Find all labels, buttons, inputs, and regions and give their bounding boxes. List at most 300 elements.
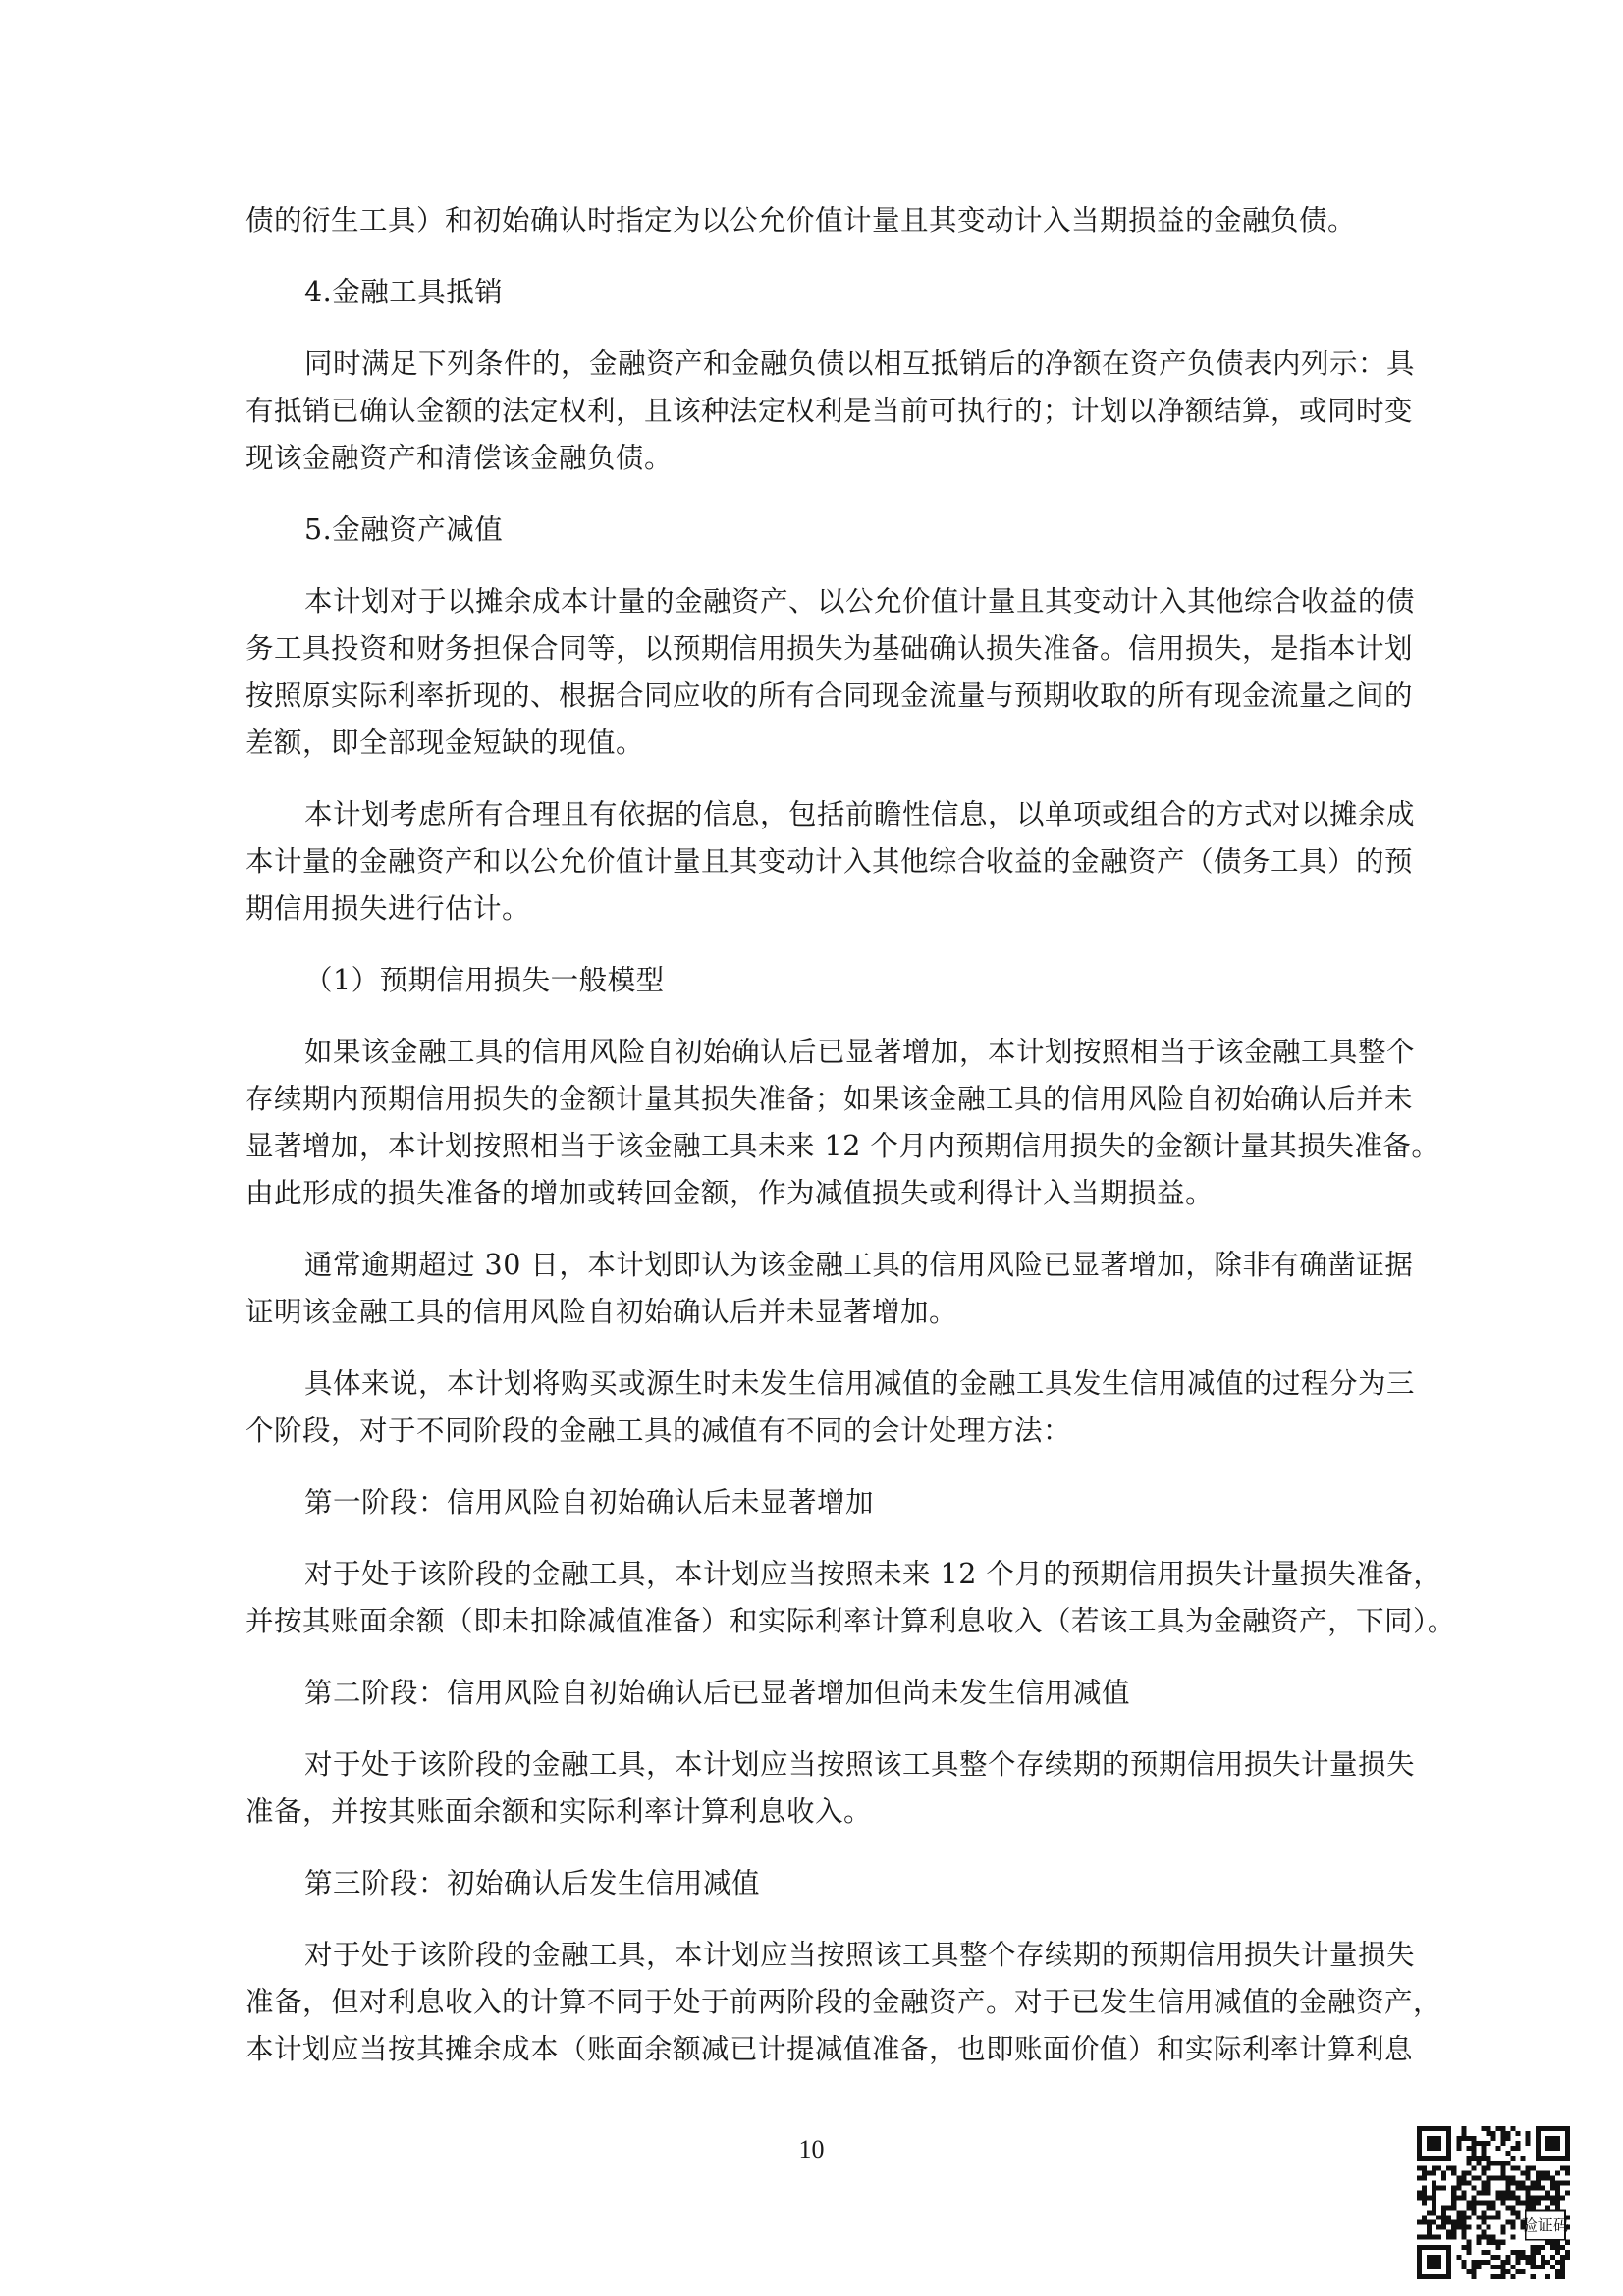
qr-module <box>1531 2180 1536 2185</box>
qr-module <box>1441 2216 1446 2220</box>
qr-module <box>1461 2170 1466 2175</box>
qr-module <box>1526 2200 1531 2205</box>
qr-module <box>1536 2250 1541 2255</box>
text-line: 本计量的金融资产和以公允价值计量且其变动计入其他综合收益的金融资产（债务工具）的预 <box>245 845 1414 878</box>
qr-module <box>1481 2211 1486 2216</box>
qr-module <box>1466 2146 1471 2151</box>
heading-general-model <box>245 957 1424 1004</box>
qr-module <box>1436 2225 1441 2230</box>
qr-module <box>1486 2190 1490 2195</box>
qr-module <box>1541 2175 1545 2180</box>
qr-module <box>1550 2175 1555 2180</box>
qr-module <box>1521 2200 1526 2205</box>
qr-module <box>1466 2216 1471 2220</box>
text-line: 期信用损失进行估计。 <box>245 892 531 925</box>
page-body <box>245 197 1456 2073</box>
qr-module <box>1531 2165 1536 2170</box>
qr-module <box>1526 2141 1531 2146</box>
qr-module <box>1436 2235 1441 2240</box>
text-line: 本计划考虑所有合理且有依据的信息，包括前瞻性信息，以单项或组合的方式对以摊余成 <box>304 798 1416 830</box>
qr-module <box>1451 2220 1456 2225</box>
qr-module <box>1446 2235 1451 2240</box>
qr-module <box>1501 2265 1506 2269</box>
qr-module <box>1432 2206 1436 2211</box>
qr-module <box>1441 2206 1446 2211</box>
qr-module <box>1422 2195 1427 2200</box>
qr-module <box>1417 2220 1422 2225</box>
qr-module <box>1550 2180 1555 2185</box>
qr-module <box>1422 2170 1427 2175</box>
qr-module <box>1501 2165 1506 2170</box>
qr-module <box>1471 2146 1476 2151</box>
qr-module <box>1432 2180 1436 2185</box>
text-line: 准备，并按其账面余额和实际利率计算利息收入。 <box>245 1795 873 1828</box>
qr-module <box>1555 2180 1560 2185</box>
qr-module <box>1526 2165 1531 2170</box>
qr-module <box>1471 2211 1476 2216</box>
paragraph-continuation <box>245 197 1424 244</box>
qr-module <box>1496 2245 1501 2250</box>
qr-module <box>1456 2220 1461 2225</box>
qr-module <box>1422 2185 1427 2190</box>
qr-module <box>1427 2220 1432 2225</box>
qr-module <box>1531 2245 1536 2250</box>
qr-module <box>1486 2216 1490 2220</box>
qr-module <box>1471 2265 1476 2269</box>
paragraph-impairment-basis <box>245 578 1424 767</box>
qr-module <box>1486 2175 1490 2180</box>
qr-module <box>1432 2220 1436 2225</box>
qr-module <box>1490 2265 1495 2269</box>
qr-module <box>1541 2195 1545 2200</box>
qr-module <box>1521 2185 1526 2190</box>
qr-module <box>1476 2240 1481 2245</box>
qr-module <box>1456 2175 1461 2180</box>
paragraph-stage-three <box>245 1932 1442 2073</box>
qr-module <box>1486 2240 1490 2245</box>
qr-module <box>1456 2225 1461 2230</box>
qr-module <box>1476 2225 1481 2230</box>
qr-module <box>1511 2225 1516 2230</box>
qr-module <box>1461 2126 1466 2131</box>
qr-module <box>1516 2211 1521 2216</box>
qr-module <box>1471 2165 1476 2170</box>
qr-module <box>1461 2245 1466 2250</box>
qr-module <box>1486 2250 1490 2255</box>
paragraph-general-model <box>245 1029 1440 1217</box>
qr-module <box>1501 2161 1506 2165</box>
heading-4-offset <box>245 269 1424 316</box>
qr-module <box>1506 2131 1511 2136</box>
qr-module <box>1427 2235 1432 2240</box>
qr-module <box>1476 2175 1481 2180</box>
qr-module <box>1427 2211 1432 2216</box>
qr-module <box>1560 2265 1565 2269</box>
qr-module <box>1490 2216 1495 2220</box>
paragraph-stage-one <box>245 1551 1456 1645</box>
qr-module <box>1501 2225 1506 2230</box>
qr-module <box>1526 2255 1531 2260</box>
qr-module <box>1560 2274 1565 2279</box>
qr-module <box>1422 2190 1427 2195</box>
qr-module <box>1451 2200 1456 2205</box>
qr-module <box>1490 2131 1495 2136</box>
qr-module <box>1516 2180 1521 2185</box>
qr-module <box>1541 2255 1545 2260</box>
qr-module <box>1471 2260 1476 2265</box>
qr-module <box>1511 2265 1516 2269</box>
qr-module <box>1432 2190 1436 2195</box>
qr-module <box>1541 2185 1545 2190</box>
qr-module <box>1451 2185 1456 2190</box>
text-line: 本计划应当按其摊余成本（账面余额减已计提减值准备，也即账面价值）和实际利率计算利息 <box>245 2033 1414 2065</box>
qr-module <box>1461 2235 1466 2240</box>
qr-module <box>1490 2240 1495 2245</box>
qr-module <box>1461 2190 1466 2195</box>
qr-module <box>1560 2195 1565 2200</box>
qr-module <box>1536 2265 1541 2269</box>
heading-line: （1）预期信用损失一般模型 <box>304 964 665 996</box>
qr-module <box>1501 2190 1506 2195</box>
qr-module <box>1536 2245 1541 2250</box>
qr-module <box>1506 2255 1511 2260</box>
qr-module <box>1486 2156 1490 2161</box>
qr-module <box>1496 2161 1501 2165</box>
qr-module <box>1456 2216 1461 2220</box>
qr-module <box>1451 2225 1456 2230</box>
qr-module <box>1516 2195 1521 2200</box>
qr-module <box>1565 2250 1570 2255</box>
qr-module <box>1432 2235 1436 2240</box>
qr-module <box>1511 2180 1516 2185</box>
qr-module <box>1466 2161 1471 2165</box>
qr-module <box>1555 2185 1560 2190</box>
page-number: 10 <box>798 2135 825 2163</box>
qr-module <box>1476 2265 1481 2269</box>
qr-module <box>1446 2165 1451 2170</box>
qr-module <box>1476 2216 1481 2220</box>
qr-module <box>1541 2245 1545 2250</box>
qr-module <box>1501 2175 1506 2180</box>
qr-module <box>1501 2131 1506 2136</box>
qr-module <box>1496 2146 1501 2151</box>
qr-module <box>1471 2151 1476 2156</box>
qr-module <box>1531 2250 1536 2255</box>
qr-module <box>1496 2190 1501 2195</box>
qr-module <box>1550 2245 1555 2250</box>
qr-module <box>1521 2170 1526 2175</box>
qr-module <box>1545 2195 1550 2200</box>
qr-module <box>1496 2265 1501 2269</box>
qr-module <box>1555 2190 1560 2195</box>
text-line: 存续期内预期信用损失的金额计量其损失准备；如果该金融工具的信用风险自初始确认后并未 <box>245 1083 1414 1115</box>
qr-module <box>1511 2165 1516 2170</box>
qr-module <box>1471 2136 1476 2141</box>
qr-module <box>1565 2170 1570 2175</box>
qr-stamp-label: 验证码 <box>1521 2216 1569 2235</box>
qr-module <box>1521 2180 1526 2185</box>
qr-module <box>1541 2260 1545 2265</box>
qr-module <box>1486 2165 1490 2170</box>
qr-module <box>1417 2235 1422 2240</box>
qr-module <box>1545 2190 1550 2195</box>
text-line: 显著增加，本计划按照相当于该金融工具未来 12 个月内预期信用损失的金额计量其损失准备。 <box>245 1130 1440 1162</box>
qr-module <box>1481 2185 1486 2190</box>
qr-module <box>1536 2175 1541 2180</box>
qr-module <box>1545 2274 1550 2279</box>
qr-module <box>1451 2190 1456 2195</box>
qr-module <box>1526 2136 1531 2141</box>
qr-module <box>1451 2165 1456 2170</box>
qr-module <box>1560 2260 1565 2265</box>
text-line: 如果该金融工具的信用风险自初始确认后已显著增加，本计划按照相当于该金融工具整个 <box>304 1036 1416 1068</box>
qr-module <box>1461 2230 1466 2235</box>
text-line: 个阶段，对于不同阶段的金融工具的减值有不同的会计处理方法： <box>245 1415 1072 1447</box>
qr-module <box>1466 2245 1471 2250</box>
heading-line: 第一阶段：信用风险自初始确认后未显著增加 <box>304 1486 875 1519</box>
qr-module <box>1427 2170 1432 2175</box>
qr-module <box>1436 2165 1441 2170</box>
qr-module <box>1550 2200 1555 2205</box>
qr-module <box>1466 2225 1471 2230</box>
text-line: 准备，但对利息收入的计算不同于处于前两阶段的金融资产。对于已发生信用减值的金融资产， <box>245 1986 1442 2018</box>
qr-module <box>1451 2206 1456 2211</box>
qr-module <box>1486 2260 1490 2265</box>
qr-module <box>1466 2136 1471 2141</box>
qr-module <box>1481 2250 1486 2255</box>
qr-module <box>1486 2235 1490 2240</box>
qr-module <box>1565 2255 1570 2260</box>
heading-stage-one <box>245 1479 1424 1526</box>
qr-module <box>1516 2141 1521 2146</box>
paragraph-three-stages <box>245 1361 1424 1455</box>
qr-module <box>1456 2255 1461 2260</box>
qr-module <box>1496 2175 1501 2180</box>
text-line: 有抵销已确认金额的法定权利，且该种法定权利是当前可执行的；计划以净额结算，或同时变 <box>245 395 1414 427</box>
qr-module <box>1476 2200 1481 2205</box>
qr-module <box>1560 2245 1565 2250</box>
qr-module <box>1506 2206 1511 2211</box>
qr-module <box>1481 2230 1486 2235</box>
qr-module <box>1555 2274 1560 2279</box>
qr-module <box>1496 2255 1501 2260</box>
qr-module <box>1555 2250 1560 2255</box>
qr-module <box>1536 2170 1541 2175</box>
qr-module <box>1461 2136 1466 2141</box>
qr-module <box>1481 2151 1486 2156</box>
qr-module <box>1451 2230 1456 2235</box>
qr-module <box>1536 2195 1541 2200</box>
qr-module <box>1466 2170 1471 2175</box>
qr-module <box>1526 2131 1531 2136</box>
qr-module <box>1481 2190 1486 2195</box>
qr-module <box>1496 2274 1501 2279</box>
paragraph-offset-conditions <box>245 341 1424 482</box>
qr-module <box>1471 2175 1476 2180</box>
qr-module <box>1511 2206 1516 2211</box>
text-line: 按照原实际利率折现的、根据合同应收的所有合同现金流量与预期收取的所有现金流量之间的 <box>245 679 1414 712</box>
paragraph-overdue-30-days <box>245 1242 1424 1336</box>
qr-module <box>1555 2260 1560 2265</box>
qr-module <box>1501 2269 1506 2274</box>
qr-module <box>1506 2269 1511 2274</box>
qr-module <box>1516 2131 1521 2136</box>
qr-module <box>1486 2131 1490 2136</box>
qr-module <box>1511 2211 1516 2216</box>
qr-module <box>1506 2161 1511 2165</box>
qr-module <box>1506 2136 1511 2141</box>
qr-module <box>1446 2216 1451 2220</box>
qr-module <box>1481 2146 1486 2151</box>
qr-module <box>1560 2269 1565 2274</box>
qr-module <box>1506 2195 1511 2200</box>
qr-module <box>1471 2156 1476 2161</box>
qr-module <box>1417 2190 1422 2195</box>
qr-module <box>1432 2165 1436 2170</box>
qr-module <box>1516 2165 1521 2170</box>
qr-module <box>1461 2265 1466 2269</box>
qr-module <box>1476 2141 1481 2146</box>
qr-module <box>1481 2180 1486 2185</box>
qr-module <box>1456 2211 1461 2216</box>
qr-module <box>1432 2185 1436 2190</box>
qr-module <box>1490 2206 1495 2211</box>
qr-module <box>1555 2200 1560 2205</box>
qr-module <box>1511 2235 1516 2240</box>
text-line: 对于处于该阶段的金融工具，本计划应当按照该工具整个存续期的预期信用损失计量损失 <box>304 1748 1416 1781</box>
qr-module <box>1461 2211 1466 2216</box>
qr-module <box>1501 2260 1506 2265</box>
qr-module <box>1471 2269 1476 2274</box>
text-line: 通常逾期超过 30 日，本计划即认为该金融工具的信用风险已显著增加，除非有确凿证据 <box>304 1249 1414 1281</box>
text-line: 现该金融资产和清偿该金融负债。 <box>245 442 674 474</box>
qr-module <box>1466 2250 1471 2255</box>
qr-module <box>1427 2225 1432 2230</box>
qr-module <box>1511 2175 1516 2180</box>
qr-module <box>1466 2156 1471 2161</box>
qr-module <box>1446 2230 1451 2235</box>
qr-module <box>1441 2220 1446 2225</box>
text-line: 对于处于该阶段的金融工具，本计划应当按照该工具整个存续期的预期信用损失计量损失 <box>304 1939 1416 1971</box>
qr-module <box>1481 2170 1486 2175</box>
qr-module <box>1511 2126 1516 2131</box>
qr-module <box>1531 2255 1536 2260</box>
qr-module <box>1506 2180 1511 2185</box>
qr-module <box>1565 2190 1570 2195</box>
qr-module <box>1471 2195 1476 2200</box>
qr-module <box>1461 2216 1466 2220</box>
text-line: 证明该金融工具的信用风险自初始确认后并未显著增加。 <box>245 1296 958 1328</box>
qr-module <box>1490 2235 1495 2240</box>
qr-module <box>1490 2200 1495 2205</box>
qr-module <box>1481 2235 1486 2240</box>
heading-line: 第三阶段：初始确认后发生信用减值 <box>304 1867 761 1899</box>
qr-module <box>1456 2146 1461 2151</box>
qr-module <box>1501 2170 1506 2175</box>
qr-module <box>1427 2195 1432 2200</box>
qr-module <box>1521 2269 1526 2274</box>
qr-module <box>1476 2235 1481 2240</box>
qr-module <box>1422 2216 1427 2220</box>
qr-module <box>1531 2195 1536 2200</box>
heading-stage-three <box>245 1860 1424 1907</box>
qr-module <box>1536 2200 1541 2205</box>
text-line: 由此形成的损失准备的增加或转回金额，作为减值损失或利得计入当期损益。 <box>245 1177 1215 1209</box>
qr-module <box>1526 2170 1531 2175</box>
qr-module <box>1417 2165 1422 2170</box>
qr-module <box>1506 2151 1511 2156</box>
qr-module <box>1441 2170 1446 2175</box>
qr-module <box>1481 2260 1486 2265</box>
qr-module <box>1441 2175 1446 2180</box>
qr-module <box>1481 2156 1486 2161</box>
qr-module <box>1496 2126 1501 2131</box>
qr-module <box>1436 2185 1441 2190</box>
heading-line: 第二阶段：信用风险自初始确认后已显著增加但尚未发生信用减值 <box>304 1677 1131 1709</box>
paragraph-stage-two <box>245 1741 1424 1836</box>
qr-module <box>1481 2141 1486 2146</box>
qr-module <box>1531 2265 1536 2269</box>
qr-module <box>1456 2195 1461 2200</box>
qr-module <box>1417 2175 1422 2180</box>
qr-module <box>1501 2126 1506 2131</box>
qr-module <box>1481 2165 1486 2170</box>
qr-module <box>1466 2200 1471 2205</box>
qr-module <box>1536 2185 1541 2190</box>
qr-module <box>1461 2131 1466 2136</box>
qr-module <box>1521 2250 1526 2255</box>
qr-module <box>1476 2161 1481 2165</box>
qr-module <box>1501 2195 1506 2200</box>
qr-module <box>1531 2185 1536 2190</box>
qr-module <box>1486 2161 1490 2165</box>
qr-module <box>1490 2136 1495 2141</box>
qr-module <box>1506 2220 1511 2225</box>
qr-module <box>1531 2200 1536 2205</box>
qr-module <box>1461 2195 1466 2200</box>
qr-module <box>1496 2240 1501 2245</box>
qr-module <box>1456 2185 1461 2190</box>
qr-module <box>1486 2225 1490 2230</box>
qr-module <box>1521 2156 1526 2161</box>
text-line: 对于处于该阶段的金融工具，本计划应当按照未来 12 个月的预期信用损失计量损失准备， <box>304 1558 1442 1590</box>
qr-module <box>1526 2195 1531 2200</box>
qr-module <box>1526 2175 1531 2180</box>
text-line: 务工具投资和财务担保合同等，以预期信用损失为基础确认损失准备。信用损失，是指本计划 <box>245 632 1414 665</box>
qr-module <box>1490 2161 1495 2165</box>
qr-module <box>1536 2180 1541 2185</box>
qr-module <box>1501 2274 1506 2279</box>
heading-5-impairment <box>245 507 1424 554</box>
qr-module <box>1560 2165 1565 2170</box>
qr-module <box>1550 2255 1555 2260</box>
qr-module <box>1511 2146 1516 2151</box>
qr-module <box>1531 2274 1536 2279</box>
qr-module <box>1541 2170 1545 2175</box>
qr-module <box>1481 2200 1486 2205</box>
qr-module <box>1422 2200 1427 2205</box>
qr-module <box>1422 2165 1427 2170</box>
qr-module <box>1516 2250 1521 2255</box>
qr-module <box>1506 2185 1511 2190</box>
qr-module <box>1432 2195 1436 2200</box>
qr-module <box>1476 2156 1481 2161</box>
qr-module <box>1490 2175 1495 2180</box>
qr-module <box>1486 2206 1490 2211</box>
qr-module <box>1501 2230 1506 2235</box>
qr-module <box>1550 2195 1555 2200</box>
qr-module <box>1560 2180 1565 2185</box>
